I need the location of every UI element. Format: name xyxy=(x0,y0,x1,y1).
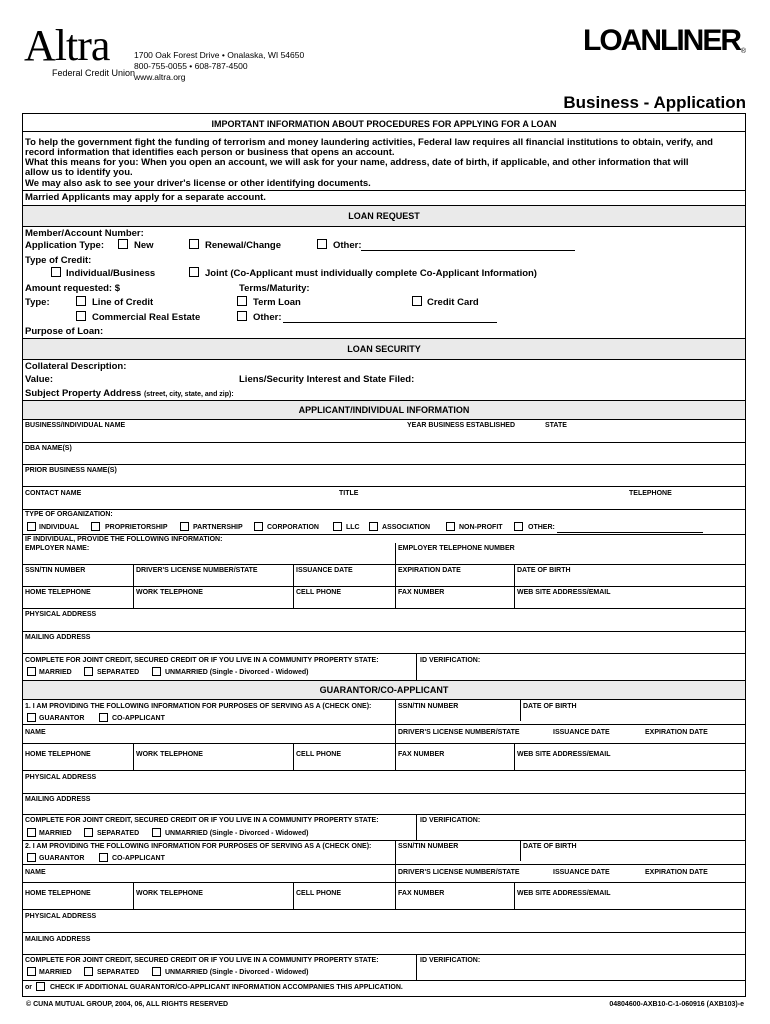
home-phone-label: HOME TELEPHONE xyxy=(25,589,91,596)
dba-label: DBA NAME(S) xyxy=(25,445,72,452)
g2-work-phone-label: WORK TELEPHONE xyxy=(136,890,203,897)
credit-card-label: Credit Card xyxy=(427,297,479,308)
other-type-checkbox[interactable] xyxy=(317,239,327,249)
g1-co-applicant-checkbox[interactable] xyxy=(99,713,108,722)
joint-label: Joint (Co-Applicant must individually complete Co-Applicant Information) xyxy=(205,268,537,279)
dob-label: DATE OF BIRTH xyxy=(517,567,571,574)
g2-fax-label: FAX NUMBER xyxy=(398,890,445,897)
g1-fax-label: FAX NUMBER xyxy=(398,751,445,758)
line-of-credit-label: Line of Credit xyxy=(92,297,154,308)
org-corporation-label: CORPORATION xyxy=(267,524,319,531)
separated-checkbox[interactable] xyxy=(84,667,93,676)
line-of-credit-checkbox[interactable] xyxy=(76,296,86,306)
liens-label: Liens/Security Interest and State Filed: xyxy=(239,374,415,385)
if-individual-label: IF INDIVIDUAL, PROVIDE THE FOLLOWING INFORMATION: xyxy=(25,536,223,543)
dl-label: DRIVER'S LICENSE NUMBER/STATE xyxy=(136,567,258,574)
g1-expiration-label: EXPIRATION DATE xyxy=(645,729,708,736)
important-line-4: allow us to identify you. xyxy=(25,167,133,178)
work-phone-label: WORK TELEPHONE xyxy=(136,589,203,596)
g2-cell-phone-label: CELL PHONE xyxy=(296,890,341,897)
g2-married-checkbox[interactable] xyxy=(27,967,36,976)
state-label: STATE xyxy=(545,422,567,429)
important-line-2: record information that identifies each person or business that opens an account. xyxy=(25,147,395,158)
g1-dl-label: DRIVER'S LICENSE NUMBER/STATE xyxy=(398,729,520,736)
org-association-label: ASSOCIATION xyxy=(382,524,431,531)
g1-providing-label: 1. I AM PROVIDING THE FOLLOWING INFORMATION FOR PURPOSES OF SERVING AS A (CHECK ONE): xyxy=(25,703,372,710)
complete-joint-label: COMPLETE FOR JOINT CREDIT, SECURED CREDIT OR IF YOU LIVE IN A COMMUNITY PROPERTY STATE: xyxy=(25,657,379,664)
important-heading: IMPORTANT INFORMATION ABOUT PROCEDURES FOR APPLYING FOR A LOAN xyxy=(23,118,745,132)
g1-guarantor-checkbox[interactable] xyxy=(27,713,36,722)
org-nonprofit-checkbox[interactable] xyxy=(446,522,455,531)
web-label: WEB SITE ADDRESS/EMAIL xyxy=(517,589,611,596)
or-label: or xyxy=(25,984,32,991)
g2-unmarried-checkbox[interactable] xyxy=(152,967,161,976)
collateral-label: Collateral Description: xyxy=(25,361,127,372)
g2-dob-label: DATE OF BIRTH xyxy=(523,843,577,850)
g2-ssn-label: SSN/TIN NUMBER xyxy=(398,843,459,850)
cell-phone-label: CELL PHONE xyxy=(296,589,341,596)
other-type-label: Other: xyxy=(333,240,362,251)
g1-physical-label: PHYSICAL ADDRESS xyxy=(25,774,97,781)
org-proprietorship-checkbox[interactable] xyxy=(91,522,100,531)
contact-name-label: CONTACT NAME xyxy=(25,490,82,497)
additional-guarantor-checkbox[interactable] xyxy=(36,982,45,991)
unmarried-label: UNMARRIED (Single - Divorced - Widowed) xyxy=(165,669,309,676)
important-line-6: Married Applicants may apply for a separate account. xyxy=(25,192,266,203)
website: www.altra.org xyxy=(134,72,186,82)
altra-logo: Altra xyxy=(24,21,110,70)
credit-card-checkbox[interactable] xyxy=(412,296,422,306)
org-proprietorship-label: PROPRIETORSHIP xyxy=(105,524,168,531)
g2-guarantor-checkbox[interactable] xyxy=(27,853,36,862)
type-label: Type: xyxy=(25,297,50,308)
type-of-org-label: TYPE OF ORGANIZATION: xyxy=(25,511,113,518)
g2-dl-label: DRIVER'S LICENSE NUMBER/STATE xyxy=(398,869,520,876)
org-partnership-checkbox[interactable] xyxy=(180,522,189,531)
g2-separated-label: SEPARATED xyxy=(97,969,140,976)
loanliner-logo: LOANLINER xyxy=(583,24,740,57)
id-verification-label: ID VERIFICATION: xyxy=(420,657,481,664)
org-partnership-label: PARTNERSHIP xyxy=(193,524,243,531)
application-type-label: Application Type: xyxy=(25,240,104,251)
purpose-label: Purpose of Loan: xyxy=(25,326,104,337)
g1-separated-checkbox[interactable] xyxy=(84,828,93,837)
renewal-checkbox[interactable] xyxy=(189,239,199,249)
g2-issuance-label: ISSUANCE DATE xyxy=(553,869,610,876)
new-checkbox[interactable] xyxy=(118,239,128,249)
other-loan-checkbox[interactable] xyxy=(237,311,247,321)
g2-name-label: NAME xyxy=(25,869,46,876)
g1-ssn-label: SSN/TIN NUMBER xyxy=(398,703,459,710)
separated-label: SEPARATED xyxy=(97,669,140,676)
guarantor-heading: GUARANTOR/CO-APPLICANT xyxy=(23,680,745,700)
g2-separated-checkbox[interactable] xyxy=(84,967,93,976)
g1-unmarried-label: UNMARRIED (Single - Divorced - Widowed) xyxy=(165,830,309,837)
mailing-address-label: MAILING ADDRESS xyxy=(25,634,91,641)
other-type-field[interactable] xyxy=(361,250,575,251)
document-title: Business - Application xyxy=(563,93,746,112)
g1-mailing-label: MAILING ADDRESS xyxy=(25,796,91,803)
application-form xyxy=(22,113,746,997)
employer-phone-label: EMPLOYER TELEPHONE NUMBER xyxy=(398,545,515,552)
joint-checkbox[interactable] xyxy=(189,267,199,277)
g2-mailing-label: MAILING ADDRESS xyxy=(25,936,91,943)
divider xyxy=(23,190,745,191)
g2-id-verification-label: ID VERIFICATION: xyxy=(420,957,481,964)
commercial-real-estate-label: Commercial Real Estate xyxy=(92,312,201,323)
g1-issuance-label: ISSUANCE DATE xyxy=(553,729,610,736)
loan-request-heading: LOAN REQUEST xyxy=(23,205,745,227)
married-checkbox[interactable] xyxy=(27,667,36,676)
other-loan-label: Other: xyxy=(253,312,282,323)
g2-guarantor-label: GUARANTOR xyxy=(39,855,85,862)
altra-logo-subtitle: Federal Credit Union xyxy=(52,68,136,78)
org-individual-label: INDIVIDUAL xyxy=(39,524,80,531)
g2-co-applicant-label: CO-APPLICANT xyxy=(112,855,165,862)
g1-web-label: WEB SITE ADDRESS/EMAIL xyxy=(517,751,611,758)
employer-name-label: EMPLOYER NAME: xyxy=(25,545,90,552)
g1-guarantor-label: GUARANTOR xyxy=(39,715,85,722)
g1-dob-label: DATE OF BIRTH xyxy=(523,703,577,710)
commercial-real-estate-checkbox[interactable] xyxy=(76,311,86,321)
g1-id-verification-label: ID VERIFICATION: xyxy=(420,817,481,824)
g1-name-label: NAME xyxy=(25,729,46,736)
issuance-label: ISSUANCE DATE xyxy=(296,567,353,574)
additional-guarantor-label: CHECK IF ADDITIONAL GUARANTOR/CO-APPLICANT INFORMATION ACCOMPANIES THIS APPLICATION. xyxy=(50,984,403,991)
physical-address-label: PHYSICAL ADDRESS xyxy=(25,611,97,618)
term-loan-label: Term Loan xyxy=(253,297,301,308)
telephone-label: TELEPHONE xyxy=(629,490,672,497)
new-label: New xyxy=(134,240,154,251)
loan-security-heading: LOAN SECURITY xyxy=(23,338,745,360)
g1-home-phone-label: HOME TELEPHONE xyxy=(25,751,91,758)
org-llc-checkbox[interactable] xyxy=(333,522,342,531)
org-other-checkbox[interactable] xyxy=(514,522,523,531)
year-established-label: YEAR BUSINESS ESTABLISHED xyxy=(407,422,515,429)
value-label: Value: xyxy=(25,374,53,385)
g2-expiration-label: EXPIRATION DATE xyxy=(645,869,708,876)
type-of-credit-label: Type of Credit: xyxy=(25,255,92,266)
g2-complete-joint-label: COMPLETE FOR JOINT CREDIT, SECURED CREDIT OR IF YOU LIVE IN A COMMUNITY PROPERTY STATE: xyxy=(25,957,379,964)
g1-married-label: MARRIED xyxy=(39,830,72,837)
business-name-label: BUSINESS/INDIVIDUAL NAME xyxy=(25,422,126,429)
org-individual-checkbox[interactable] xyxy=(27,522,36,531)
g1-complete-joint-label: COMPLETE FOR JOINT CREDIT, SECURED CREDIT OR IF YOU LIVE IN A COMMUNITY PROPERTY STATE: xyxy=(25,817,379,824)
g2-web-label: WEB SITE ADDRESS/EMAIL xyxy=(517,890,611,897)
g2-physical-label: PHYSICAL ADDRESS xyxy=(25,913,97,920)
individual-business-label: Individual/Business xyxy=(66,268,156,279)
renewal-label: Renewal/Change xyxy=(205,240,282,251)
member-number-label: Member/Account Number: xyxy=(25,228,144,239)
important-line-1: To help the government fight the funding of terrorism and money laundering activities, Federal law requires all financial institutions to obtain, verify, and xyxy=(25,137,713,148)
prior-names-label: PRIOR BUSINESS NAME(S) xyxy=(25,467,117,474)
registered-mark: ® xyxy=(740,48,746,55)
applicant-heading: APPLICANT/INDIVIDUAL INFORMATION xyxy=(23,400,745,420)
g1-work-phone-label: WORK TELEPHONE xyxy=(136,751,203,758)
married-label: MARRIED xyxy=(39,669,72,676)
unmarried-checkbox[interactable] xyxy=(152,667,161,676)
g1-cell-phone-label: CELL PHONE xyxy=(296,751,341,758)
org-corporation-checkbox[interactable] xyxy=(254,522,263,531)
title-label: TITLE xyxy=(339,490,359,497)
amount-label: Amount requested: $ xyxy=(25,283,121,294)
ssn-label: SSN/TIN NUMBER xyxy=(25,567,86,574)
org-llc-label: LLC xyxy=(346,524,360,531)
g1-separated-label: SEPARATED xyxy=(97,830,140,837)
individual-business-checkbox[interactable] xyxy=(51,267,61,277)
org-other-label: OTHER: xyxy=(528,524,555,531)
term-loan-checkbox[interactable] xyxy=(237,296,247,306)
g2-unmarried-label: UNMARRIED (Single - Divorced - Widowed) xyxy=(165,969,309,976)
g2-co-applicant-checkbox[interactable] xyxy=(99,853,108,862)
g1-married-checkbox[interactable] xyxy=(27,828,36,837)
copyright: © CUNA MUTUAL GROUP, 2004, 06, ALL RIGHTS RESERVED xyxy=(26,1001,229,1008)
g1-unmarried-checkbox[interactable] xyxy=(152,828,161,837)
address-line-1: 1700 Oak Forest Drive • Onalaska, WI 54650 xyxy=(134,50,305,60)
subject-property-label: Subject Property Address (street, city, state, and zip): xyxy=(25,388,234,399)
g2-home-phone-label: HOME TELEPHONE xyxy=(25,890,91,897)
g2-married-label: MARRIED xyxy=(39,969,72,976)
other-loan-field[interactable] xyxy=(283,322,497,323)
g2-providing-label: 2. I AM PROVIDING THE FOLLOWING INFORMATION FOR PURPOSES OF SERVING AS A (CHECK ONE): xyxy=(25,843,372,850)
org-association-checkbox[interactable] xyxy=(369,522,378,531)
important-line-3: What this means for you: When you open an account, we will ask for your name, address, date of birth, if applicable, and other information that will xyxy=(25,157,689,168)
org-other-field[interactable] xyxy=(557,532,703,533)
address-line-2: 800-755-0055 • 608-787-4500 xyxy=(134,61,248,71)
important-line-5: We may also ask to see your driver's license or other identifying documents. xyxy=(25,178,371,189)
org-nonprofit-label: NON-PROFIT xyxy=(459,524,503,531)
fax-label: FAX NUMBER xyxy=(398,589,445,596)
form-code: 04804600-AXB10-C-1-060916 (AXB103)-e xyxy=(609,1001,744,1008)
expiration-label: EXPIRATION DATE xyxy=(398,567,461,574)
g1-co-applicant-label: CO-APPLICANT xyxy=(112,715,165,722)
terms-label: Terms/Maturity: xyxy=(239,283,310,294)
